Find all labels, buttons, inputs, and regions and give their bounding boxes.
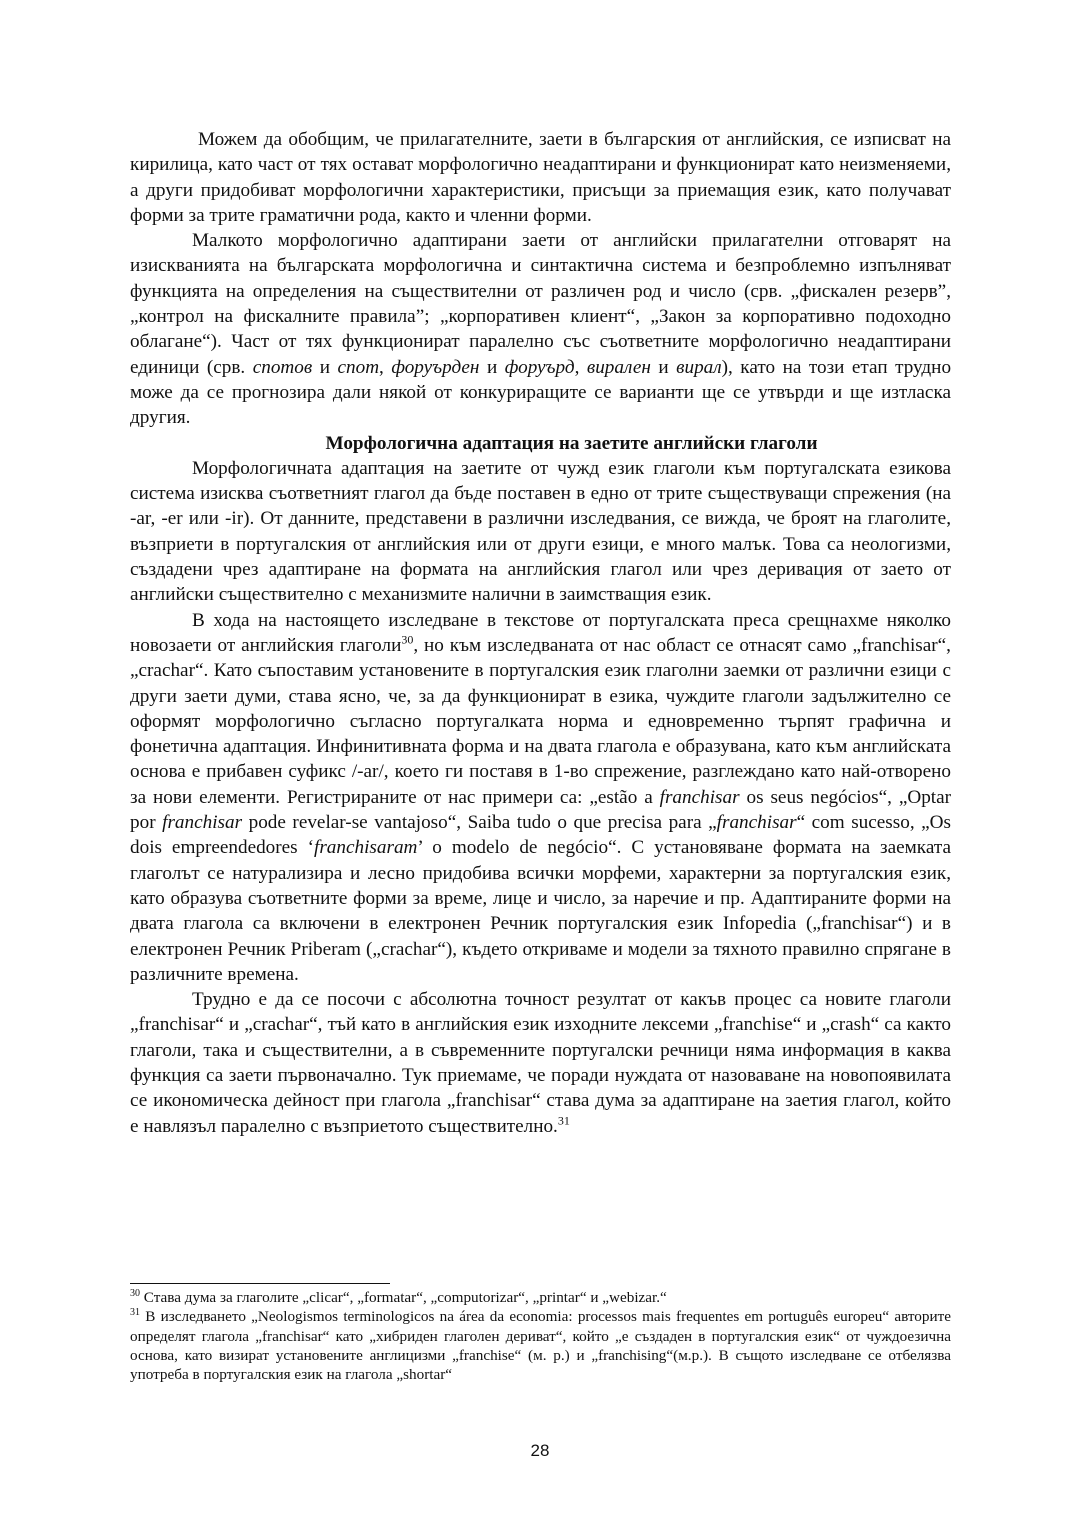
paragraph-2: Малкото морфологично адаптирани заети от английски прилагателни отговарят на изискванията на българската морфологична и синтактична система и безпроблемно изпълняват функцията на определения на съществителни от различен род и число (срв. „фискален резерв”, „контрол на фискалните правила”; „корпоративен клиент“, „Закон за корпоративно подоходно облагане“). Част от тях функционират паралелно със съответните морфологично неадаптирани единици (срв. спотов и спот, форуърден и форуърд, вирален и вирал), като на този етап трудно може да се прогнозира дали някой от конкуриращите се варианти ще се утвърди и ще изтласка другия. [130,230,952,429]
paragraph-5: Трудно е да се посочи с абсолютна точност резултат от какъв процес са новите глаголи „franchisar“ и „crachar“, тъй като в английския език изходните лексеми „franchise“ и „crash“ са както глаголи, така и съществителни, а в съвременните португалски речници няма информация в каква функция са заети първоначално. Тук приемаме, че поради нуждата от назоваване на новопоявилата се икономическа дейност при глагола „franchisar“ става дума за адаптиране на заетия глагол, който е навлязъл паралелно с възприетото съществително.$^{31}$ [130,989,951,1137]
footnotes [130,1283,951,1384]
paragraph-4: В хода на настоящето изследване в текстове от португалската преса срещнахме няколко новозаети от английския глаголи$^{30}$, но към изследваната от нас област се отнасят само „franchisar“, „crachar“. Като съпоставим установените в португалския език глаголни заемки от различни езици с други заети думи, става ясно, че, за да функционират в езика, чуждите глаголи задължително се оформят морфологично съгласно португалката норма и едновременно търпят графична и фонетична адаптация. Инфинитивната форма и на двата глагола е образувана, като към английската основа е прибавен суфикс /-ar/, което ги поставя в 1-во спрежение, разглеждано като най-отворено за нови елементи. Регистрираните от нас примери са: „estão a franchisar os seus negócios“, „Optar por franchisar pode revelar-se vantajoso“, Saiba tudo o que precisa para „franchisar“ com sucesso, „Os dois empreendedores ‘franchisaram’ o modelo de negócio“. С установяване формата на заемката глаголът се натурализира и лесно придобива всички морфеми, характерни за португалския език, като образува съответните форми за време, лице и число, за наречие и пр. Адаптираните форми на двата глагола са включени в електронен Речник португалския език Infopedia („franchisar“) и в електронен Речник Priberam („crachar“), където откриваме и модели за тяхното правилно спрягане в различните времена. [130,609,952,985]
paragraph-1: Можем да обобщим, че прилагателните, заети в българския от английския, се изписват на кирилица, като част от тях остават морфологично неадаптирани и функционират като неизменяеми, а други придобиват морфологични характеристики, присъщи за приемащия език, като получават форми за трите граматични рода, както и членни форми. [130,129,951,226]
paragraph-3: Морфологичната адаптация на заетите от чужд език глаголи към португалската езикова система изисква съответният глагол да бъде поставен в едно от трите съществуващи спрежения (на -ar, -er или -ir). От данните, представени в различни изследвания, се вижда, че броят на глаголите, възприети в португалския от английския или от други езици, е много малък. Това са неологизми, създадени чрез адаптиране на формата на английския глагол или чрез деривация от заето от английски съществително с механизмите налични в заимстващия език. [130,457,951,606]
footnote-ref-31[interactable]: 31 [557,1113,570,1128]
section-heading: Морфологична адаптация на заетите английски глаголи [325,432,818,454]
footnote-ref-30[interactable]: 30 [401,632,414,647]
footnote-30: $^{30}$ Става дума за глаголите „clicar“, „formatar“, „computorizar“, „printar“ и „webizar.“ [130,1287,667,1306]
footnote-31: $^{31}$ В изследването „Neologismos terminologicos na área da economia: processos mais frequentes em português europeu“ авторите определят глагола „franchisar“ като „хибриден глаголен дериват“, който „е създаден в португалския език“ от чуждоезична основа, като визират установените англицизми „franchise“ (м. р.) и „franchising“(м.р.). В същото изследване се отбелязва употреба в португалския език на глагола „shortar“ [130,1307,952,1384]
footnote-divider [130,1283,390,1284]
page-number: 28 [530,1441,550,1460]
main-text [130,127,951,1139]
